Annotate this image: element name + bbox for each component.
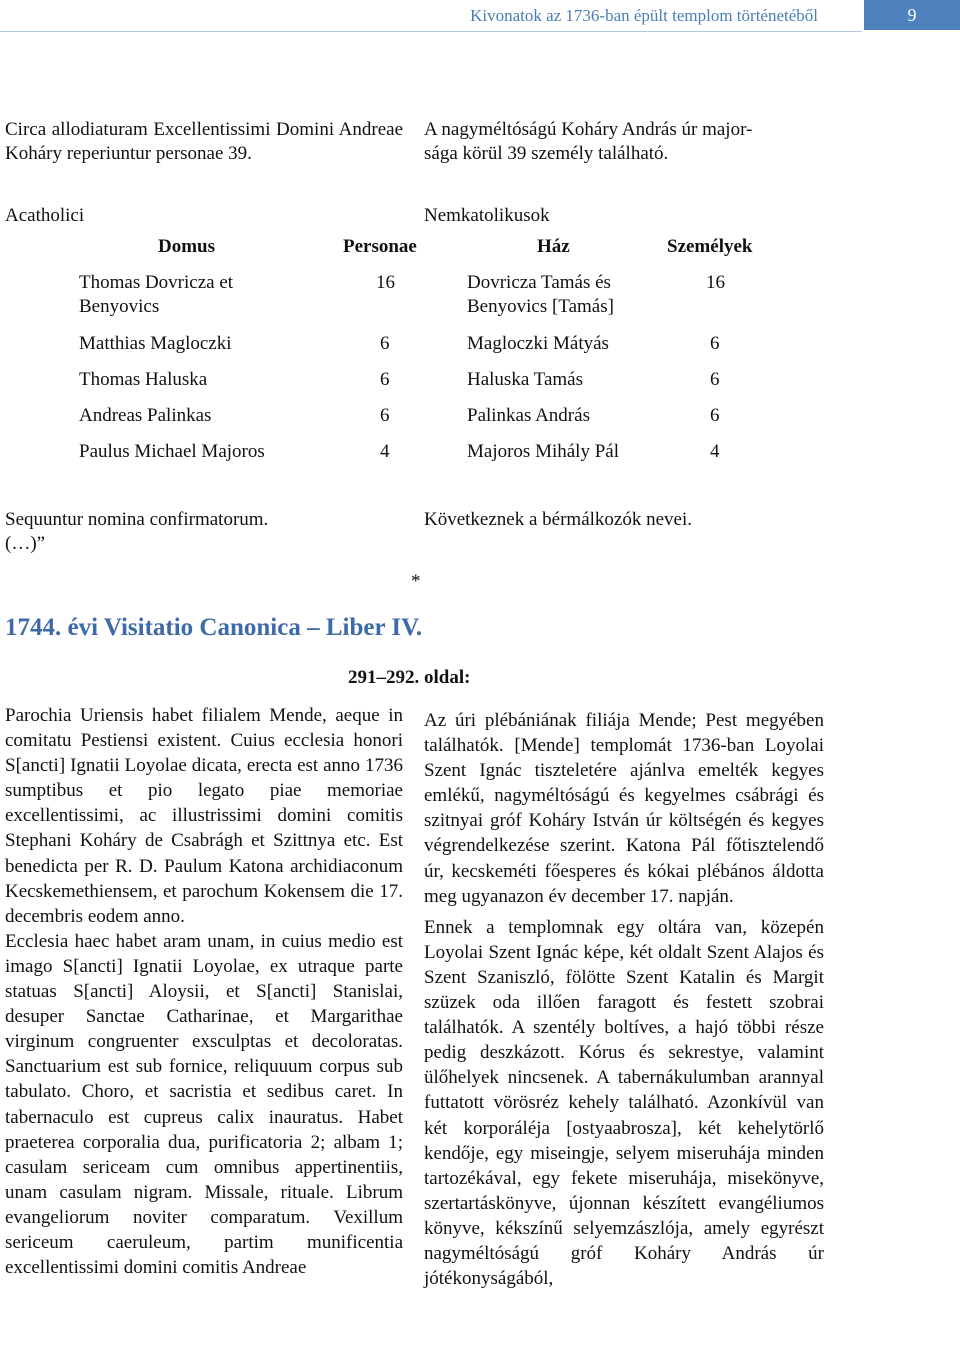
row-latin-count: 4 — [380, 441, 390, 462]
row-latin-name-line-2: Benyovics — [79, 296, 160, 317]
intro-latin: Circa allodiaturam Excellentissimi Domini Andreae Koháry reperiuntur personae 39. — [5, 119, 403, 164]
row-latin-name-line-1: Thomas Dovricza et — [79, 272, 234, 293]
row-hu-count: 4 — [710, 441, 720, 462]
row-hu-name — [467, 271, 614, 319]
row-hu-name: Majoros Mihály Pál — [467, 441, 619, 462]
row-hu-name: Haluska Tamás — [467, 369, 583, 390]
row-hu-name: Palinkas András — [467, 405, 590, 426]
confirmati-latin: Sequuntur nomina confirmatorum. — [5, 509, 269, 530]
row-latin-count: 6 — [380, 369, 390, 390]
visitatio-latin-column — [5, 703, 403, 1280]
row-hu-count: 6 — [710, 333, 720, 354]
visitatio-latin-paragraph-2: Ecclesia haec habet aram unam, in cuius medio est imago S[ancti] Ignatii Loyolae, ex utraque parte statuas S[ancti] Aloysii, et S[ancti] Stanislai, desuper Sanctae Catharinae, et Margarithae virginum congruenter exsculptas et decoloratas. Sanctuarium est sub fornice, reliquuum corpus sub tabulato. Choro, et sacristia et sedibus caret. In tabernaculo est cupreus calix inauratus. Habet praeterea corporalia dua, purificatoria 2; albam 1; casulam sericeam cum omnibus appertinentiis, unam casulam nigram. Missale, rituale. Librum evangeliorum noviter comparatum. Vexillum sericeum caeruleum, partim munificentia excellentissimi domini comitis Andreae — [5, 930, 403, 1279]
row-latin-count: 6 — [380, 405, 390, 426]
section-heading: 1744. évi Visitatio Canonica – Liber IV. — [5, 614, 423, 641]
row-hu-count: 6 — [710, 369, 720, 390]
nemkatolikusok-label: Nemkatolikusok — [424, 205, 550, 226]
row-latin-name — [79, 271, 233, 319]
page-number: 9 — [864, 0, 960, 30]
row-latin-name: Matthias Magloczki — [79, 333, 232, 354]
header-personae: Personae — [343, 236, 417, 257]
row-latin-count: 6 — [380, 333, 390, 354]
section-pages: 291–292. oldal: — [348, 667, 471, 688]
visitatio-latin-paragraph-1: Parochia Uriensis habet filialem Mende, aeque in comitatu Pestiensi existent. Cuius ecclesia honori S[ancti] Ignatii Loyolae dicata, erecta est anno 1736 sumptibus et pio legato piae memoriae excellentissimi, ac illustrissimi domini comitis Stephani Koháry de Csabrágh et Szittnya etc. Est benedicta per R. D. Paulum Katona archidiaconum Kecskemethiensem, et parochum Kokensem die 17. decembris eodem anno. — [5, 705, 403, 927]
running-header-title: Kivonatok az 1736-ban épült templom történetéből — [470, 6, 818, 25]
row-hu-name: Magloczki Mátyás — [467, 333, 609, 354]
intro-hungarian-line-2: sága körül 39 személy található. — [424, 143, 669, 164]
row-latin-name: Paulus Michael Majoros — [79, 441, 265, 462]
acatholici-label: Acatholici — [5, 205, 85, 226]
acatholici-table — [0, 0, 960, 480]
header-domus: Domus — [158, 236, 216, 257]
row-hu-count: 16 — [706, 272, 725, 293]
header-szemelyek: Személyek — [667, 236, 753, 257]
row-hu-count: 6 — [710, 405, 720, 426]
row-latin-count: 16 — [376, 272, 395, 293]
confirmati-latin-ellipsis: (…)” — [5, 533, 46, 554]
visitatio-hungarian-column — [424, 708, 824, 1291]
visitatio-hungarian-paragraph-1: Az úri plébániának filiája Mende; Pest megyében találhatók. [Mende] templomát 1736-ban Loyolai Szent Ignác tiszteletére ajánlva emelték kegyes emlékű, nagyméltóságú és kegyelmes csábrági és szitnyai gróf Koháry István úr költségén és kegyes végrendelkezése szerint. Katona Pál főtisztelendő úr, kecskeméti főesperes és kókai plébános áldotta meg ugyanazon év december 17. napján. — [424, 710, 824, 907]
visitatio-hungarian-paragraph-2: Ennek a templomnak egy oltára van, közepén Loyolai Szent Ignác képe, két oldalt Szent Alajos és Szent Szaniszló, fölötte Szent Katalin és Margit szüzek oda illően faragott és festett szobrai találhatók. A szentély boltíves, a hajó többi része pedig deszkázott. Kórus és sekrestye, valamint ülőhelyek nincsenek. A tabernákulumban arannyal futtatott vörösréz kehely található. Azonkívül van két korporáléja [ostyaabrosza], két kehelytörlő kendője, egy miseingje, selyem miseruhája minden tartozékával, egy fekete miseruhája, misekönyve, szertartáskönyve, újonnan készített evangéliumos könyve, kékszínű selyemzászlója, amely egyrészt nagyméltóságú gróf Koháry András úr jótékonyságából, — [424, 916, 824, 1290]
row-latin-name: Andreas Palinkas — [79, 405, 212, 426]
intro-hungarian-line-1: A nagyméltóságú Koháry András úr major- — [424, 119, 753, 140]
section-separator: * — [411, 571, 421, 592]
row-hu-name-line-2: Benyovics [Tamás] — [467, 296, 614, 317]
confirmati-hungarian: Következnek a bérmálkozók nevei. — [424, 509, 692, 530]
row-hu-name-line-1: Dovricza Tamás és — [467, 272, 611, 293]
header-haz: Ház — [537, 236, 570, 257]
row-latin-name: Thomas Haluska — [79, 369, 208, 390]
